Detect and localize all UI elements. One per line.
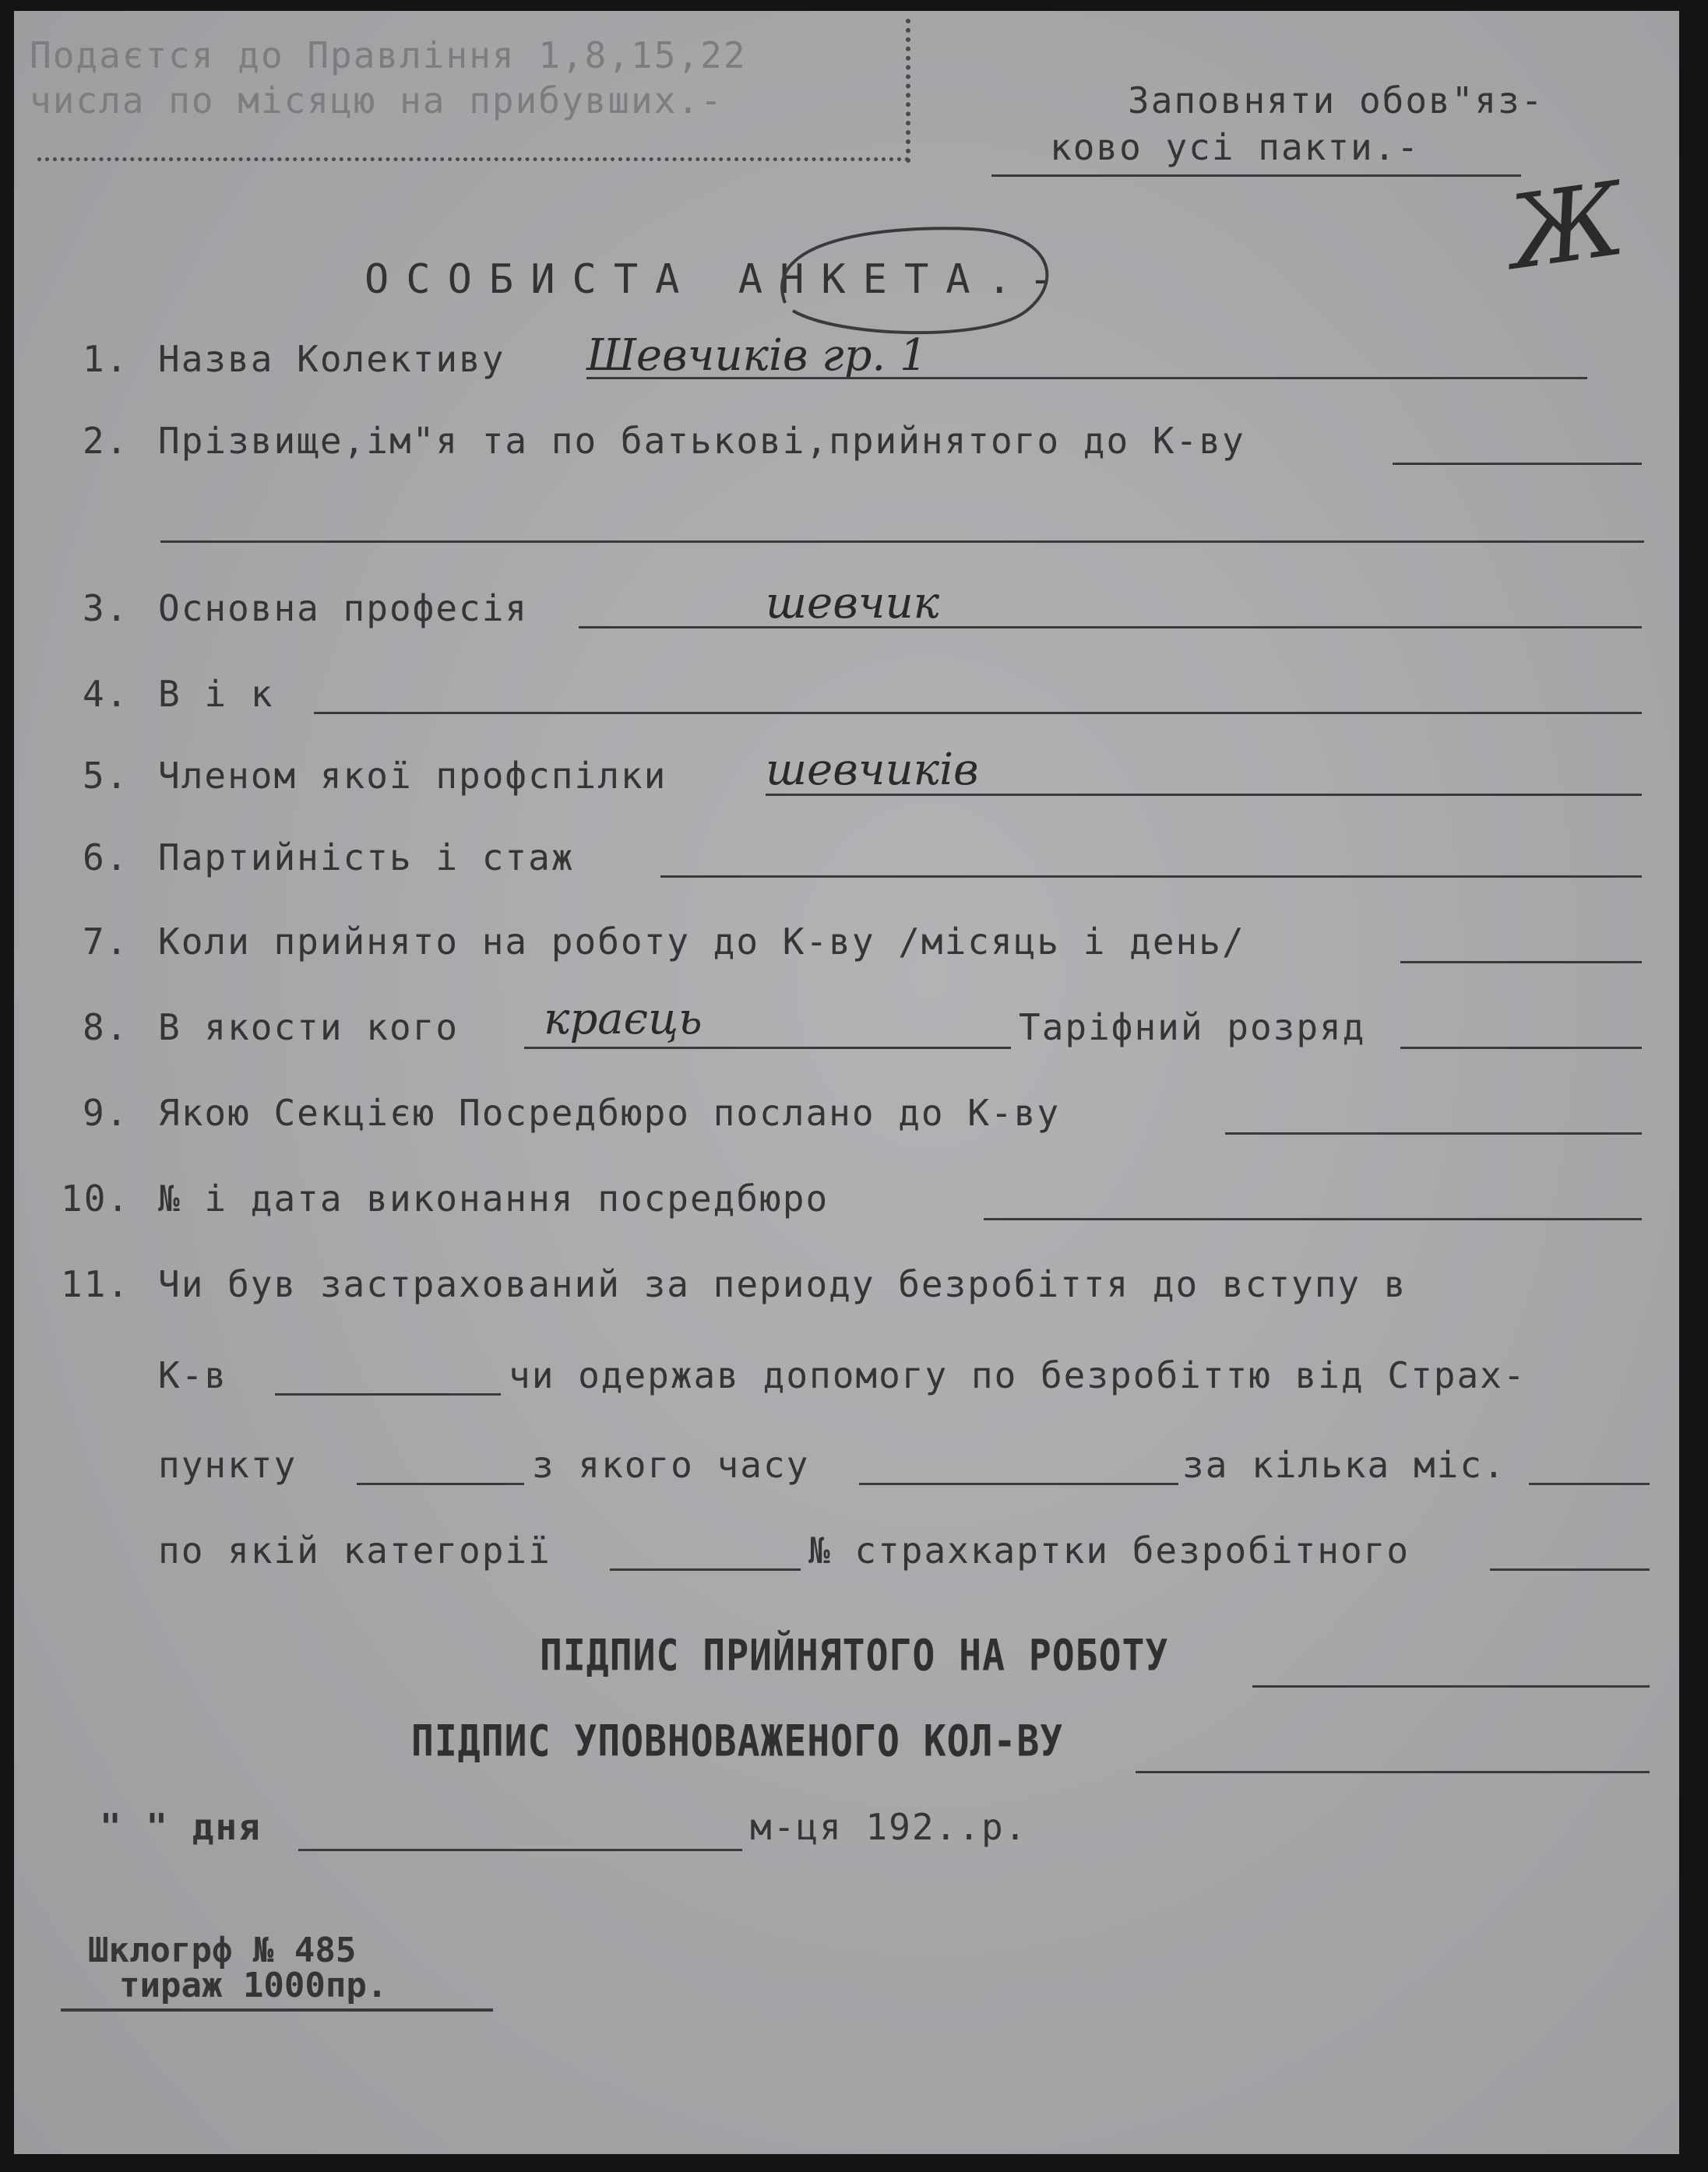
field-1-number: 1. <box>83 338 129 380</box>
signature-authorized-label: ПІДПИС УПОВНОВАЖЕНОГО КОЛ-ВУ <box>411 1716 1064 1767</box>
field-3-value: шевчик <box>766 578 940 628</box>
field-11-line3-blank-a <box>357 1483 524 1485</box>
date-blank-line <box>298 1849 742 1851</box>
signature-accepted-line <box>1252 1685 1650 1688</box>
field-10-number: 10. <box>61 1178 131 1220</box>
field-11-line4b: № страхкартки безробітного <box>808 1530 1410 1572</box>
field-3-line <box>579 626 1642 628</box>
field-4-line <box>314 712 1642 714</box>
date-day-label: " " дня <box>100 1806 262 1848</box>
field-9-label: Якою Секцією Посредбюро послано до К-ву <box>158 1092 1061 1134</box>
field-11-line4a: по якій категорії <box>158 1530 551 1572</box>
header-left-line1: Подаєтся до Правління 1,8,15,22 <box>30 34 747 76</box>
printer-underline <box>61 2008 493 2012</box>
field-6-label: Партийність і стаж <box>158 836 575 878</box>
field-3-number: 3. <box>83 587 129 629</box>
field-3-label: Основна професія <box>158 587 529 629</box>
field-11-line3b: з якого часу <box>532 1444 810 1486</box>
field-8-line-b <box>1400 1047 1642 1049</box>
field-9-number: 9. <box>83 1092 129 1134</box>
header-right-underline <box>991 174 1521 177</box>
title-circle-annotation <box>769 209 1065 342</box>
signature-accepted-label: ПІДПИС ПРИЙНЯТОГО НА РОБОТУ <box>540 1631 1169 1681</box>
form-title: ОСОБИСТА АНКЕТА.- <box>364 256 1071 303</box>
field-7-label: Коли прийнято на роботу до К-ву /місяць і день/ <box>158 921 1245 963</box>
field-11-line4-blank-a <box>610 1568 801 1571</box>
field-2-line-a <box>1393 463 1642 465</box>
field-1-label: Назва Колективу <box>158 338 505 380</box>
signature-authorized-line <box>1136 1771 1650 1773</box>
field-6-number: 6. <box>83 836 129 878</box>
field-7-number: 7. <box>83 921 129 963</box>
field-10-line <box>984 1218 1642 1220</box>
field-11-line3-blank-b <box>859 1483 1178 1485</box>
field-8-label: В якости кого <box>158 1006 460 1048</box>
field-11-line2b: чи одержав допомогу по безробіттю від Страх- <box>509 1354 1527 1396</box>
field-11-line2-blank <box>275 1393 501 1396</box>
field-11-line3a: пункту <box>158 1444 298 1486</box>
field-2-label: Прізвище,ім"я та по батькові,прийнятого до К-ву <box>158 420 1245 462</box>
field-8-value: краєць <box>544 994 703 1044</box>
field-1-line <box>586 377 1587 379</box>
field-9-line <box>1225 1132 1642 1135</box>
field-4-number: 4. <box>83 673 129 715</box>
field-4-label: В і к <box>158 673 274 715</box>
field-8-line-a <box>524 1047 1011 1049</box>
field-11-line4-blank-b <box>1490 1568 1650 1571</box>
field-5-value: шевчиків <box>766 745 979 795</box>
field-5-label: Членом якої профспілки <box>158 755 667 797</box>
field-7-line <box>1400 961 1642 963</box>
printer-line1: Шклогрф № 485 <box>88 1931 357 1970</box>
field-5-line <box>766 794 1642 796</box>
field-6-line <box>660 875 1642 878</box>
field-8-label2: Таріфний розряд <box>1019 1006 1366 1048</box>
header-right-line2: ково усі пакти.- <box>1050 126 1421 168</box>
field-2-number: 2. <box>83 420 129 462</box>
form-sheet <box>14 11 1679 2154</box>
header-dotted-divider <box>906 19 910 163</box>
field-11-line2a: К-в <box>158 1354 228 1396</box>
field-10-label: № і дата виконання посредбюро <box>158 1178 829 1220</box>
header-dotted-rule <box>37 157 910 161</box>
date-month-year: м-ця 192..р. <box>750 1806 1028 1848</box>
printer-line2: тираж 1000пр. <box>119 1966 388 2005</box>
margin-handwritten-mark: Ж <box>1502 159 1631 293</box>
field-11-number: 11. <box>61 1263 131 1305</box>
field-5-number: 5. <box>83 755 129 797</box>
field-2-line-b <box>160 540 1644 543</box>
field-1-value: Шевчиків гр. 1 <box>586 330 928 381</box>
field-8-number: 8. <box>83 1006 129 1048</box>
header-left-line2: числа по місяцю на прибувших.- <box>30 79 724 121</box>
field-11-line3c: за кілька міс. <box>1182 1444 1506 1486</box>
field-11-line3-blank-c <box>1529 1483 1650 1485</box>
header-right-line1: Заповняти обов"яз- <box>1128 79 1544 121</box>
field-11-line1: Чи був застрахований за периоду безробіття до вступу в <box>158 1263 1407 1305</box>
